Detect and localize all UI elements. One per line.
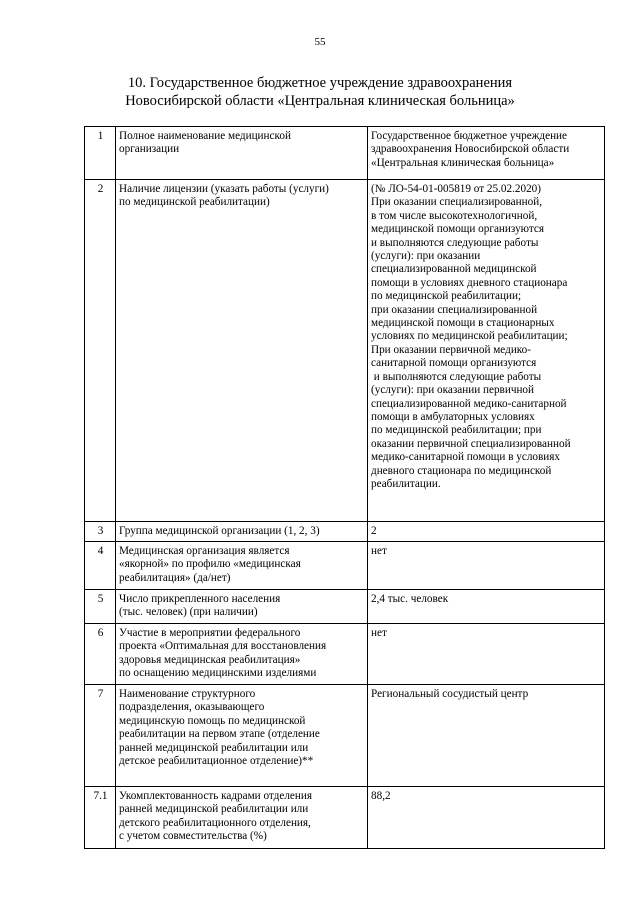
- row-label: Участие в мероприятии федерального проекта «Оптимальная для восстановления здоровья медицинская реабилитация» по оснащению медицинскими изделиями: [116, 624, 368, 685]
- row-label: Медицинская организация является «якорной» по профилю «медицинская реабилитация» (да/нет): [116, 542, 368, 590]
- row-value: Государственное бюджетное учреждение здравоохранения Новосибирской области «Центральная клиническая больница»: [368, 127, 605, 180]
- row-number: 2: [85, 180, 116, 522]
- organization-table: [84, 126, 605, 849]
- table-row: [85, 542, 605, 590]
- table-row: [85, 685, 605, 787]
- row-number: 3: [85, 522, 116, 542]
- row-number: 4: [85, 542, 116, 590]
- table-row: [85, 787, 605, 849]
- table-row: [85, 522, 605, 542]
- page-number: 55: [314, 36, 326, 48]
- row-label: Наличие лицензии (указать работы (услуги) по медицинской реабилитации): [116, 180, 368, 522]
- table-row: [85, 127, 605, 180]
- row-value: (№ ЛО-54-01-005819 от 25.02.2020) При оказании специализированной, в том числе высокотехнологичной, медицинской помощи организуются и выполняются следующие работы (услуги): при оказании специализированной медицинской помощи в условиях дневного стационара по медицинской реабилитации; при оказании специализированной медицинской помощи в стационарных условиях по медицинской реабилитации; При оказании первичной медико- санитарной помощи организуются и выполняются следующие работы (услуги): при оказании первичной специализированной медико-санитарной помощи в амбулаторных условиях по медицинской реабилитации; при оказании первичной специализированной медико-санитарной помощи в условиях дневного стационара по медицинской реабилитации.: [368, 180, 605, 522]
- row-value: нет: [368, 624, 605, 685]
- row-number: 5: [85, 590, 116, 624]
- row-label: Наименование структурного подразделения, оказывающего медицинскую помощь по медицинской реабилитации на первом этапе (отделение ранней медицинской реабилитации или детское реабилитационное отделение)**: [116, 685, 368, 787]
- row-number: 7.1: [85, 787, 116, 849]
- table-row: [85, 624, 605, 685]
- row-label: Полное наименование медицинской организации: [116, 127, 368, 180]
- row-value: 2,4 тыс. человек: [368, 590, 605, 624]
- row-label: Группа медицинской организации (1, 2, 3): [116, 522, 368, 542]
- row-number: 1: [85, 127, 116, 180]
- row-number: 7: [85, 685, 116, 787]
- row-label: Число прикрепленного населения (тыс. человек) (при наличии): [116, 590, 368, 624]
- document-title: [0, 74, 640, 110]
- title-line: Новосибирской области «Центральная клиническая больница»: [125, 93, 515, 109]
- row-label: Укомплектованность кадрами отделения ранней медицинской реабилитации или детского реабилитационного отделения, с учетом совместительства (%): [116, 787, 368, 849]
- table-row: [85, 590, 605, 624]
- row-value: 2: [368, 522, 605, 542]
- title-line: 10. Государственное бюджетное учреждение здравоохранения: [127, 75, 513, 91]
- row-number: 6: [85, 624, 116, 685]
- row-value: 88,2: [368, 787, 605, 849]
- row-value: нет: [368, 542, 605, 590]
- row-value: Региональный сосудистый центр: [368, 685, 605, 787]
- table-row: [85, 180, 605, 522]
